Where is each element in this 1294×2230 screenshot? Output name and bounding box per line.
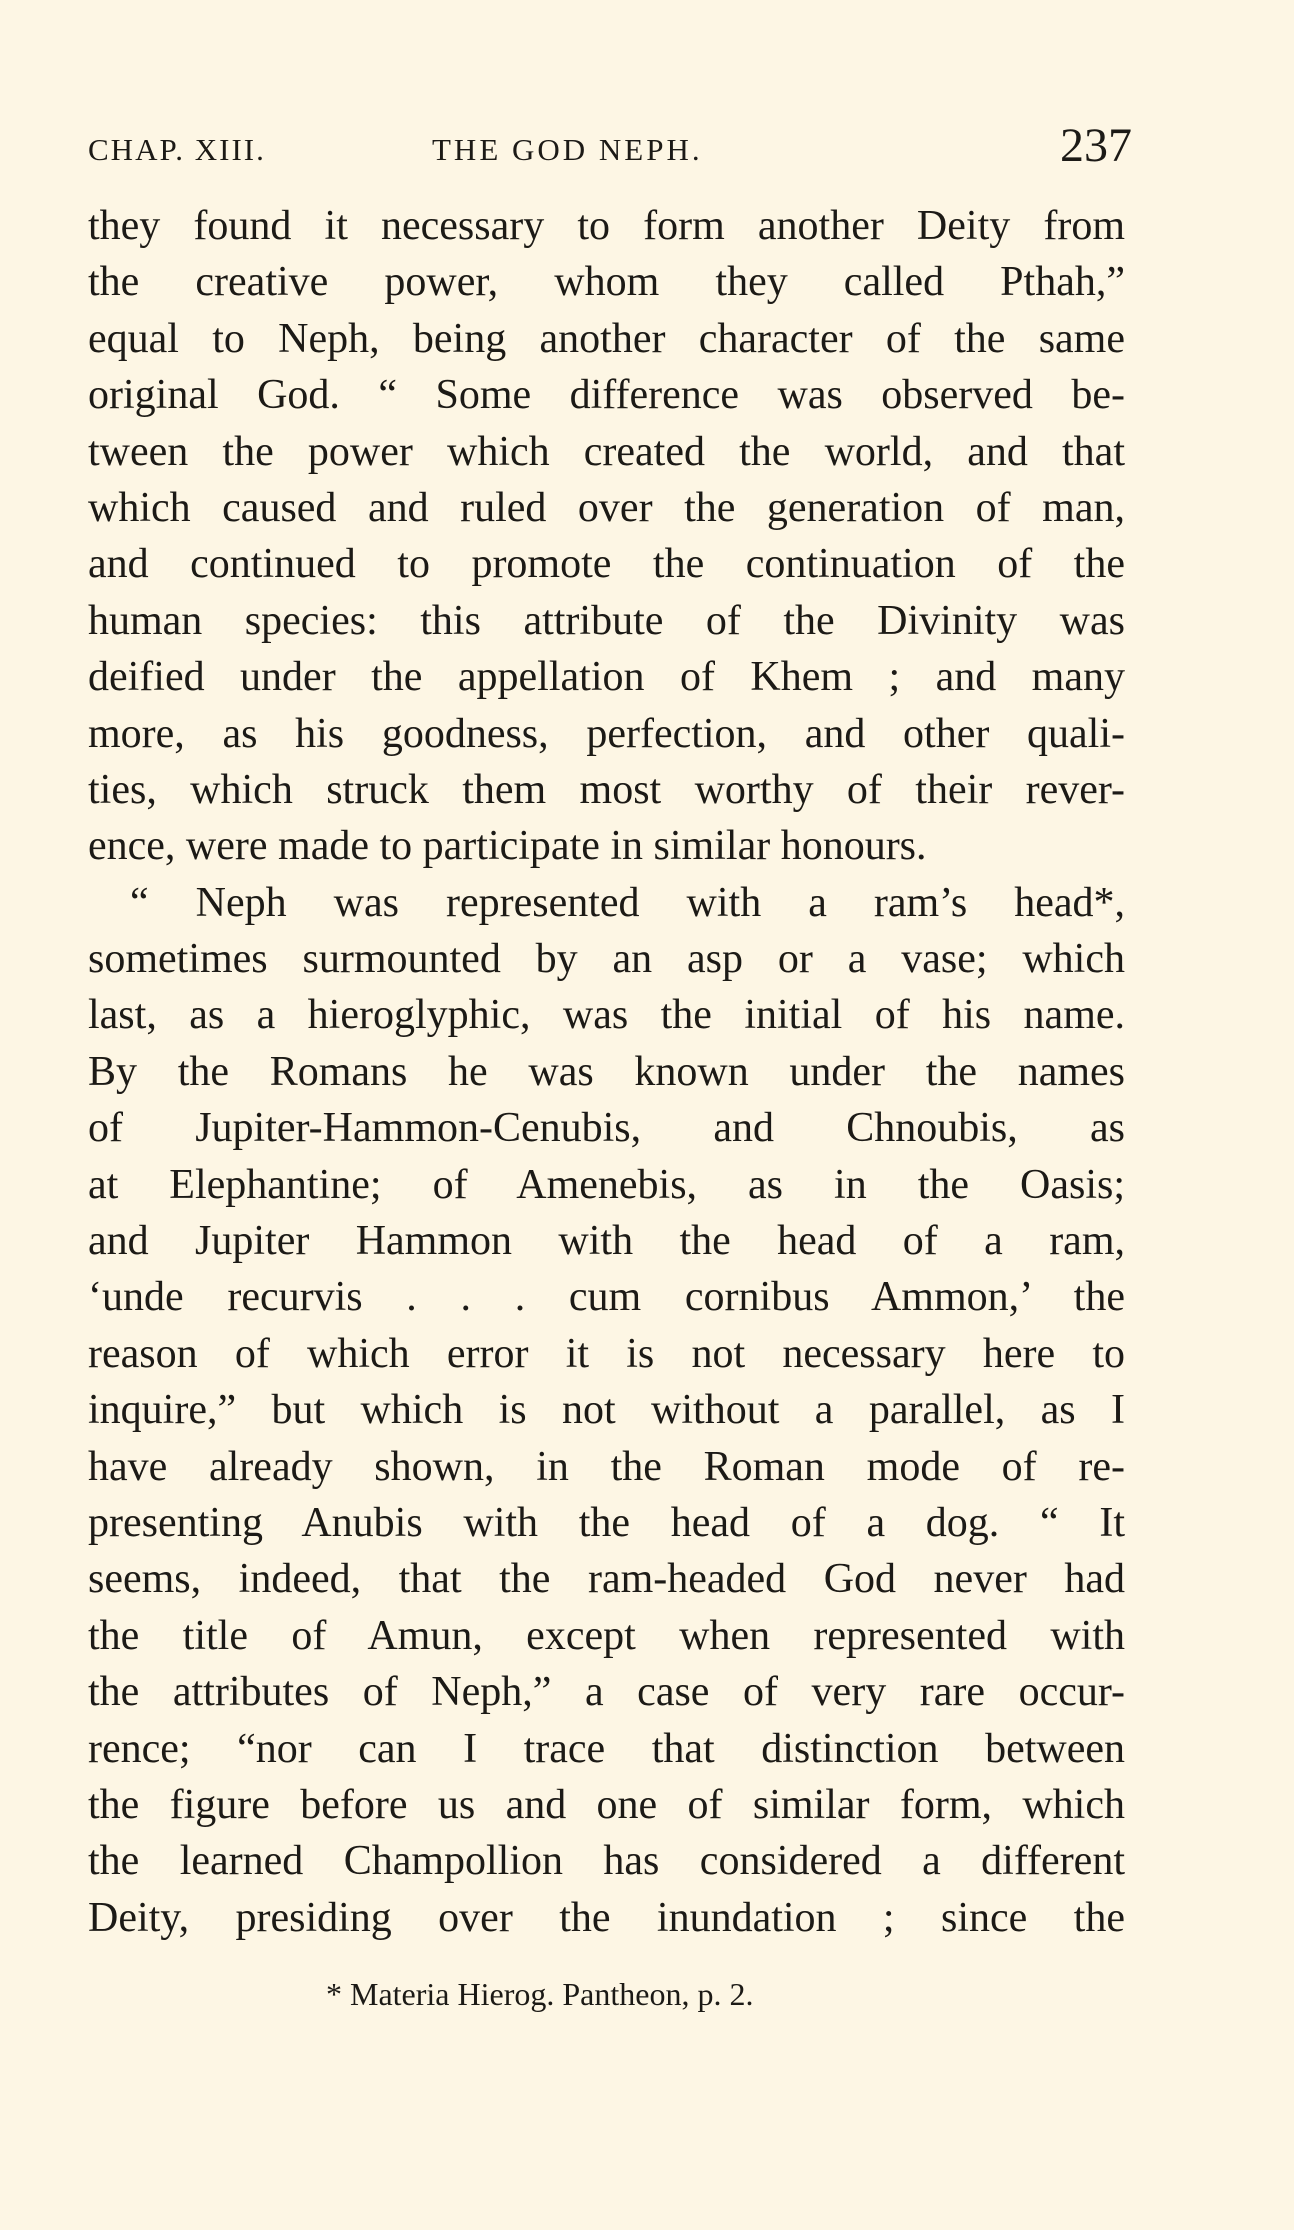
text-line: rence; “nor can I trace that distinction between xyxy=(88,1725,1125,1772)
page-number: 237 xyxy=(1060,119,1132,172)
text-line: the title of Amun, except when represented with xyxy=(88,1612,1125,1659)
text-line: they found it necessary to form another Deity from xyxy=(88,203,1125,249)
text-line: seems, indeed, that the ram-headed God never had xyxy=(88,1556,1125,1603)
chapter-title: THE GOD NEPH. xyxy=(432,132,703,167)
text-line: the figure before us and one of similar form, which xyxy=(88,1781,1125,1828)
running-head xyxy=(0,118,1294,178)
text-line: and Jupiter Hammon with the head of a ram, xyxy=(88,1218,1125,1265)
text-line: sometimes surmounted by an asp or a vase; which xyxy=(88,936,1125,983)
text-line: the learned Champollion has considered a different xyxy=(88,1838,1125,1885)
text-line: ence, were made to participate in similar honours. xyxy=(88,823,927,870)
text-line: tween the power which created the world, and that xyxy=(88,428,1125,475)
text-line: human species: this attribute of the Divinity was xyxy=(88,597,1125,644)
text-line: at Elephantine; of Amenebis, as in the Oasis; xyxy=(88,1161,1125,1208)
text-line: and continued to promote the continuation of the xyxy=(88,541,1125,588)
text-line: presenting Anubis with the head of a dog. “ It xyxy=(88,1499,1125,1546)
body-text xyxy=(88,198,1125,1946)
text-line: original God. “ Some difference was observed be- xyxy=(88,372,1125,419)
text-line: “ Neph was represented with a ram’s head*, xyxy=(130,879,1125,926)
footnote: * Materia Hierog. Pantheon, p. 2. xyxy=(326,1976,754,2012)
text-line: the attributes of Neph,” a case of very rare occur- xyxy=(88,1669,1125,1716)
text-line: the creative power, whom they called Pthah,” xyxy=(88,259,1125,306)
text-line: more, as his goodness, perfection, and other quali- xyxy=(88,710,1125,757)
text-line: equal to Neph, being another character of the same xyxy=(88,315,1125,362)
text-line: have already shown, in the Roman mode of re- xyxy=(88,1443,1125,1490)
text-line: Deity, presiding over the inundation ; since the xyxy=(88,1894,1125,1941)
text-line: By the Romans he was known under the names xyxy=(88,1048,1125,1095)
text-line: ties, which struck them most worthy of their rever- xyxy=(88,766,1125,813)
text-line: which caused and ruled over the generation of man, xyxy=(88,484,1125,531)
chapter-label: CHAP. XIII. xyxy=(88,132,266,167)
text-line: deified under the appellation of Khem ; and many xyxy=(88,654,1125,701)
text-line: inquire,” but which is not without a parallel, as I xyxy=(88,1387,1125,1434)
text-line: last, as a hieroglyphic, was the initial of his name. xyxy=(88,992,1125,1039)
text-line: reason of which error it is not necessary here to xyxy=(88,1330,1125,1377)
text-line: ‘unde recurvis . . . cum cornibus Ammon,’ the xyxy=(88,1274,1125,1321)
text-line: of Jupiter-Hammon-Cenubis, and Chnoubis, as xyxy=(88,1105,1125,1152)
